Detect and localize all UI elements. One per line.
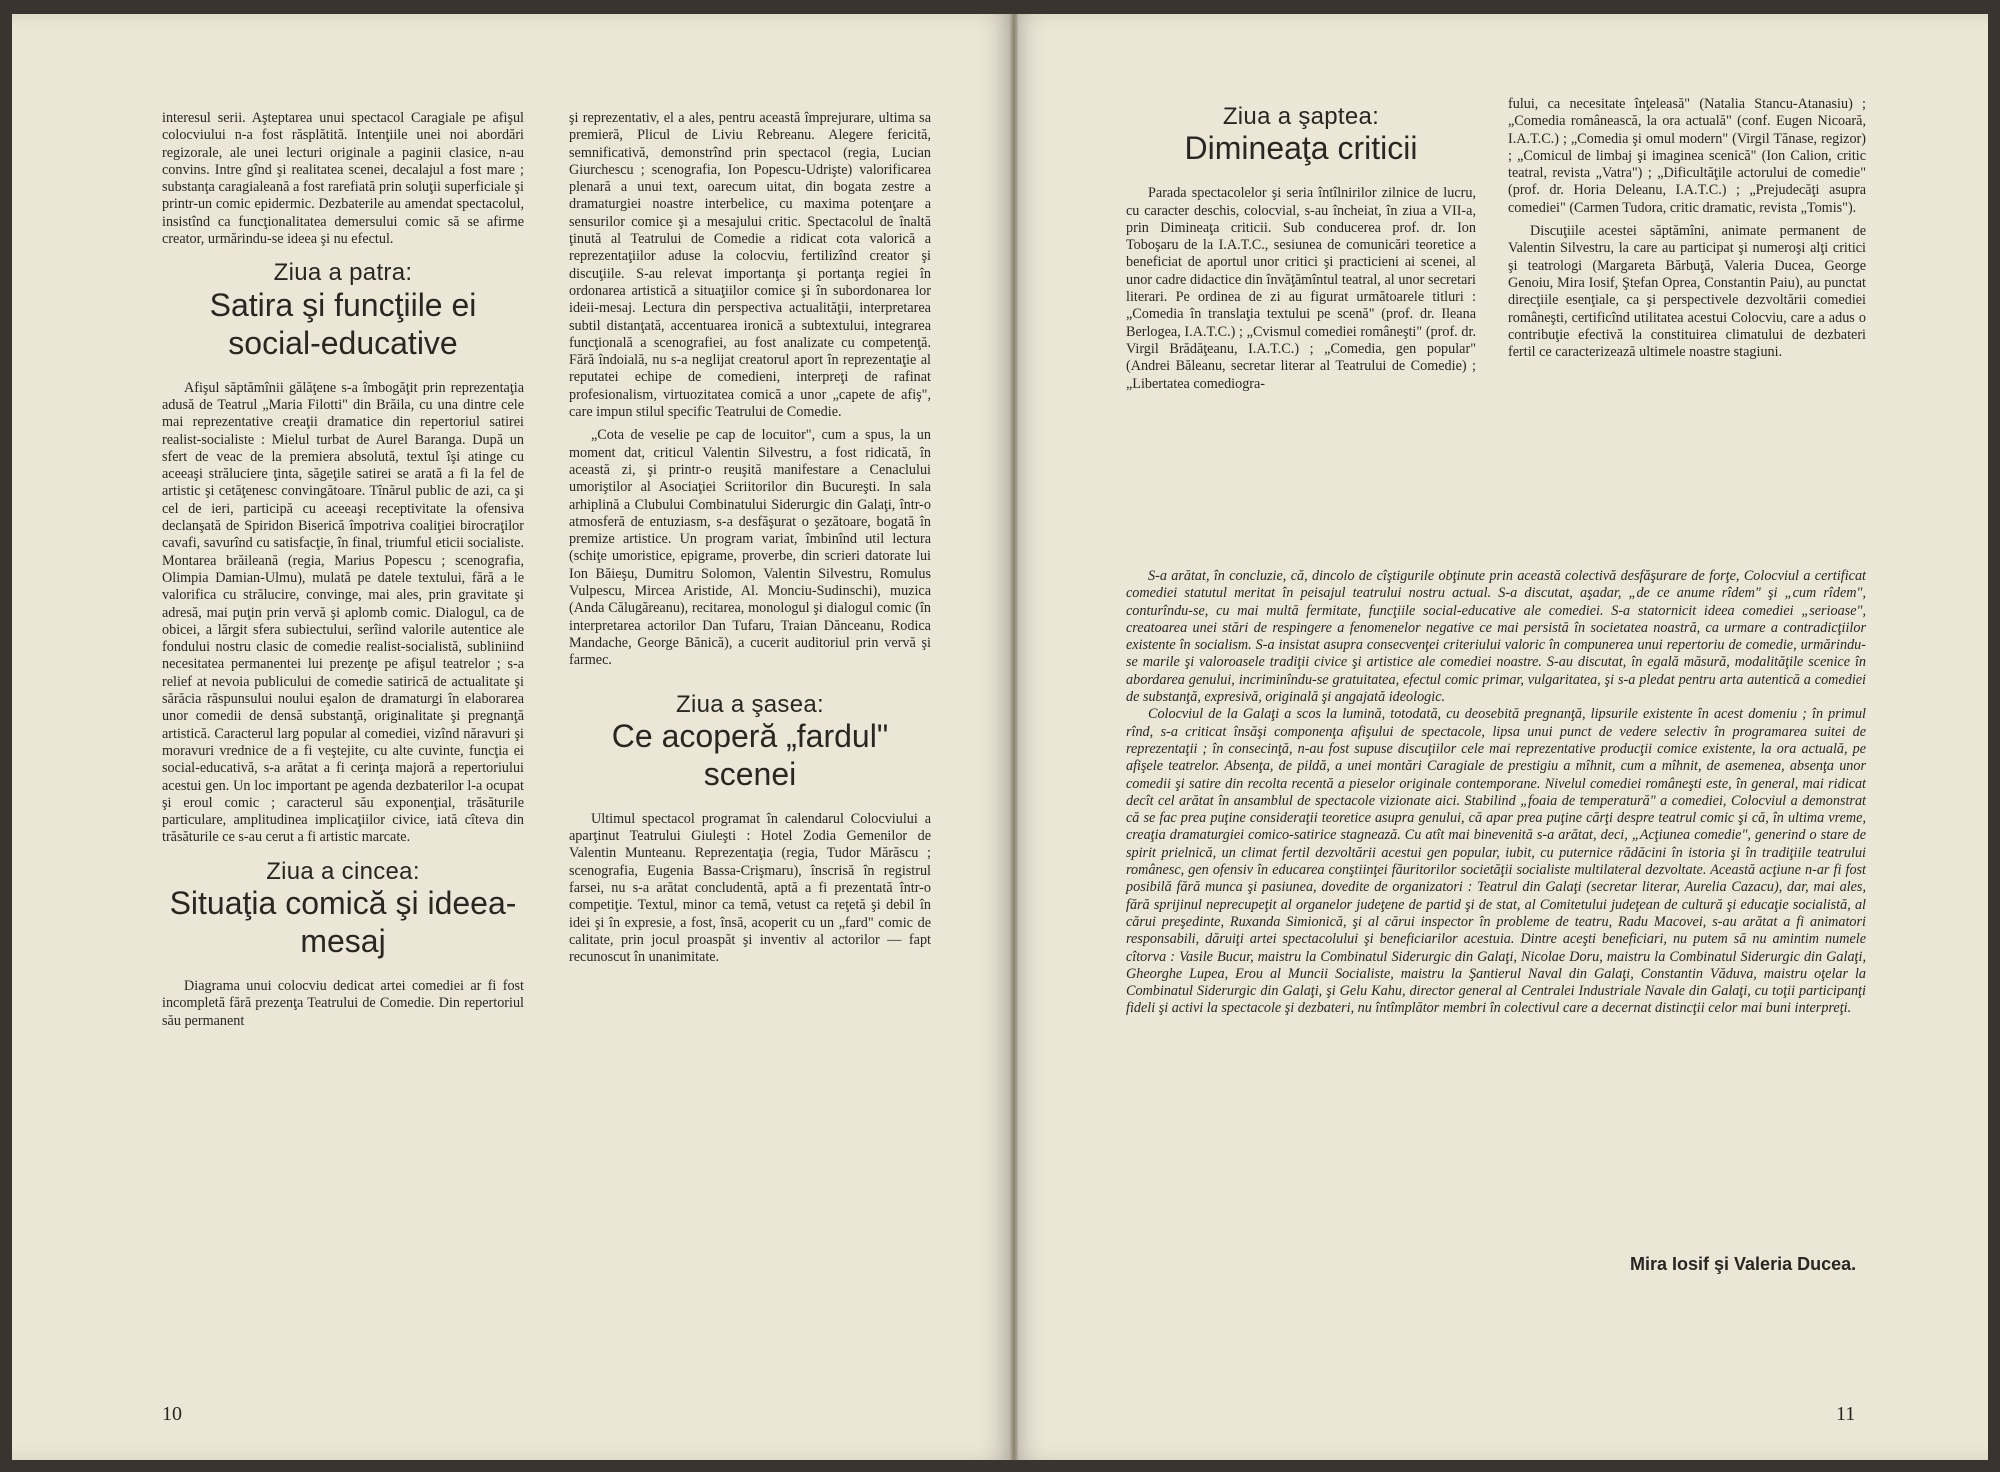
day5-paragraph: Diagrama unui colocviu dedicat artei comediei ar fi fost incompletă fără prezenţa Teatrului de Comedie. Din repertoriul său permanent xyxy=(162,977,524,1029)
magazine-spread xyxy=(12,14,1988,1460)
discussions-paragraph: Discuţiile acestei săptămîni, animate permanent de Valentin Silvestru, la care au participat şi numeroşi alţi critici şi teatrologi (Margareta Bărbuţă, Valeria Ducea, George Genoiu, Mira Iosif, Ştefan Oprea, Constantin Paiu), au punctat direcţiile esenţiale, ca şi perspectivele dezvoltării comediei româneşti, certificînd utilitatea acestui Colocviu, care a adus o contribuţie efectivă la constituirea climatului de dezbateri fertil ce caracterizează ultimele noastre stagiuni. xyxy=(1508,223,1866,361)
day5-heading: Ziua a cincea: xyxy=(266,857,420,885)
left-column-2 xyxy=(569,110,931,966)
day4-heading: Ziua a patra: xyxy=(273,259,413,287)
conclusion-paragraph-1: S-a arătat, în concluzie, că, dincolo de cîştigurile obţinute prin această colectivă desfăşurare de forţe, Colocviul a certificat comediei statutul meritat în peisajul teatrului nostru actual. S-a discutat, aşadar, „de ce anume rîdem" şi „cum rîdem", conturîndu-se, cu mai multă fermitate, funcţiile social-educative ale comediei. S-a statornicit ideea comediei „serioase", creatoarea unei stări de respingere a fenomenelor negative ce mai persistă în societatea noastră, ca urmare a contradicţiilor existente în socialism. S-a insistat asupra consecvenţei criteriului valoric în compunerea unui repertoriu de comedie, urmărindu-se marile şi valoroasele tradiţii civice şi artistice ale comediei noastre. S-au discutat, în egală măsură, modalităţile scenice în abordarea genului, incriminîndu-se gratuitatea, efectul comic primar, vulgaritatea, şi s-a pledat pentru arta autentică a comediei de substanţă, expresivă, originală şi angajată ideologic. xyxy=(1126,568,1866,706)
day6-paragraph: Ultimul spectacol programat în calendarul Colocviului a aparţinut Teatrului Giuleşti : Hotel Zodia Gemenilor de Valentin Munteanu. Reprezentaţia (regia, Tudor Mărăscu ; scenografia, Eugenia Bassa-Crişmaru), înscrisă în registrul farsei, nu s-a arătat concludentă, aptă a fi prezentată într-o competiţie. Textul, minor ca temă, vetust ca reţetă şi debil în idei şi în expresie, a fost, însă, acoperit cu un „fard" comic de calitate, prin jocul proaspăt şi inventiv al actorilor — fapt recunoscut în unanimitate. xyxy=(569,810,931,966)
right-column-1 xyxy=(1126,96,1476,393)
book-gutter xyxy=(1010,14,1018,1460)
day5-title: Situaţia comică şi ideea-mesaj xyxy=(169,884,517,959)
day7-title: Dimineaţa criticii xyxy=(1184,130,1418,167)
day6-title: Ce acoperă „fardul" scenei xyxy=(611,717,889,792)
critics-paragraph: Parada spectacolelor şi seria întîlnirilor zilnice de lucru, cu caracter deschis, colocvial, s-au încheiat, în ziua a VII-a, prin Dimineaţa criticii. Sub conducerea prof. dr. Ion Toboşaru de la I.A.T.C., sesiunea de comunicări teoretice a beneficiat de aportul unor critici şi practicieni ai scenei, al unor cadre didactice din învăţămîntul teatral, al unor secretari literari. Pe ordinea de zi au figurat următoarele titluri : „Comedia în translaţia textului pe scenă" (prof. dr. Ileana Berlogea, I.A.T.C.) ; „Cvismul comediei româneşti" (prof. dr. Virgil Brădăţeanu, I.A.T.C.) ; „Comedia, gen popular" (Andrei Băleanu, secretar literar al Teatrului de Comedie) ; „Libertatea comediogra- xyxy=(1126,185,1476,392)
page-number-left: 10 xyxy=(162,1403,182,1425)
right-column-2 xyxy=(1508,96,1866,361)
right-page xyxy=(1012,14,1988,1460)
conclusion-paragraph-2: Colocviul de la Galaţi a scos la lumină, totodată, cu deosebită pregnanţă, lipsurile existente în acest domeniu ; în primul rînd, s-a criticat însăşi componenţa afişului de spectacole, lipsa unui punct de vedere selectiv în programarea suitei de reprezentaţii ; în consecinţă, n-au fost supuse discuţiilor cele mai reprezentative producţii comice existente, la ora actuală, pe afişele teatrelor. Absenţa, de pildă, a unei montări Caragiale de prestigiu a mîhnit, cum a mîhnit, de asemenea, absenţa unor comedii şi satire din recolta recentă a pieselor originale contemporane. Nivelul comediei româneşti este, în general, mai ridicat decît cel arătat în ansamblul de spectacole vizionate aici. Stabilind „foaia de temperatură" a comediei, Colocviul a demonstrat că se fac prea puţine consideraţii teoretice asupra genului, că apar prea puţine cărţi despre teatrul comic şi că, în ultima vreme, creaţia dramaturgiei comico-satirice stagnează. Cu atît mai binevenită s-a arătat, deci, „Acţiunea comedie", generind o stare de spirit prielnică, un climat fertil dezvoltării acestui gen popular, iubit, cu puternice rădăcini în istoria şi în tradiţiile teatrului românesc, gen ofensiv în educarea conştiinţei făuritorilor societăţii socialiste multilateral dezvoltate. Această acţiune n-ar fi fost posibilă fără munca şi pasiunea, dovedite de organizatori : Teatrul din Galaţi (secretar literar, Aurelia Cazacu), dar, mai ales, fără sprijinul neprecupeţit al organelor judeţene de partid şi de stat, al Comitetului judeţean de cultură şi educaţie socialistă, al cărui preşedinte, Ruxanda Simionică, şi al cărui inspector în probleme de teatru, Radu Macovei, s-au arătat a fi animatori responsabili, dăruiţi artei spectacolului şi beneficiarilor acestuia. Dintre aceşti beneficiari, nu putem să nu amintim numele cîtorva : Vasile Bucur, maistru la Combinatul Siderurgic din Galaţi, Nicolae Doru, maistru la Combinatul Siderurgic din Galaţi, Gheorghe Lupea, Erou al Muncii Socialiste, maistru la Şantierul Naval din Galaţi, Constantin Văduva, maistru oţelar la Combinatul Siderurgic din Galaţi, şi Gelu Kahu, director general al Centralei Industriale Navale din Galaţi, cu toţii participanţi fideli şi activi la spectacole şi dezbateri, nu întîmplător membri în colectivul care a decernat distincţii celor mai buni interpreţi. xyxy=(1126,706,1866,1017)
author-signature: Mira Iosif şi Valeria Ducea. xyxy=(1630,1254,1857,1274)
day4-paragraph: Afişul săptămînii gălăţene s-a îmbogăţit prin reprezentaţia adusă de Teatrul „Maria Filotti" din Brăila, cu una dintre cele mai reprezentative creaţii dramatice din repertoriul satirei realist-socialiste : Mielul turbat de Aurel Baranga. După un sfert de veac de la premiera absolută, textul îşi atinge cu aceeaşi străluciere ţinta, săgeţile satirei se arată a fi la fel de artistic şi cetăţenesc convingătoare. Tînărul public de azi, ca şi cel de ieri, participă cu aceeaşi receptivitate la ofensiva declanşată de Spiridon Biserică împotriva coaliţiei birocraţilor cavafi, savurînd cu satisfacţie, în final, triumful eticii socialiste. Montarea brăileană (regia, Marius Popescu ; scenografia, Olimpia Damian-Ulmu), mulată pe datele textului, fără a le valorifica cu strălucire, convinge, mai ales, prin gravitate şi adresă, mai puţin prin vervă şi aplomb comic. Dialogul, ca de obicei, a lărgit sfera subiectului, serîind valorile autentice ale fondului nostru clasic de comedie realist-socialistă, subliniind necesitatea permanentei lui prezenţe pe afişul teatrelor ; s-a relief at nevoia publicului de comedie satirică de actualitate şi sărăcia răspunsului noului eşalon de dramaturgi în elaborarea unor comedii de densă substanţă, originalitate şi pregnanţă artistică. Caracterul larg popular al comediei, vizînd năravuri şi moravuri vrednice de a fi veştejite, cu alte cuvinte, funcţia ei social-educativă, s-a arătat a fi cerinţa majoră a repertoriului acestui gen. Un loc important pe agenda dezbaterilor l-a ocupat şi eroul comic ; caracterul său exponenţial, trăsăturile particulare, amplitudinea implicaţiilor civice, iată cîteva din trăsăturile ce s-au cerut a fi artistic marcate. xyxy=(162,379,524,846)
titles-paragraph: fului, ca necesitate înţeleasă" (Natalia Stancu-Atanasiu) ; „Comedia românească, la ora actuală" (conf. Eugen Nicoară, I.A.T.C.) ; „Comedia şi omul modern" (Virgil Tănase, regizor) ; „Comicul de limbaj şi imaginea scenică" (Ion Calion, critic teatral, revista „Vatra") ; „Dificultăţile actorului de comedie" (prof. dr. Horia Deleanu, I.A.T.C.) ; „Prejudecăţi asupra comediei" (Carmen Tudora, critic dramatic, revista „Tomis"). xyxy=(1508,96,1866,216)
plicul-paragraph: şi reprezentativ, el a ales, pentru această împrejurare, ultima sa premieră, Plicul de Liviu Rebreanu. Alegere fericită, semnificativă, demonstrînd prin spectacol (regia, Lucian Giurchescu ; scenografia, Ion Popescu-Udrişte) valorificarea plenară a unui text, oarecum uitat, din bogata zestre a dramaturgiei noastre interbelice, cu maxima potenţare a sensurilor comice şi a mesajului critic. Spectacolul de înaltă ţinută al Teatrului de Comedie a ridicat cota valorică a reprezentaţiilor aduse la colocviu, fertilizînd creator şi discuţiile. S-au relevat importanţa şi portanţa regiei în ordonarea artistică a situaţiilor comice şi în subordonarea lor ideii-mesaj. Lectura din perspectiva actualităţii, interpretarea subtil distanţată, accentuarea ironică a subtextului, integrarea funcţională a scenografiei, au fost analizate cu competenţă. Fără îndoială, nu s-a neglijat creatorul aport în reprezentaţie al reputatei echipe de comedieni, interpreţi de rafinat profesionalism, virtuozitatea comică a unor „capete de afiş", care impun stilul specific Teatrului de Comedie. xyxy=(569,110,931,421)
intro-paragraph: interesul serii. Aşteptarea unui spectacol Caragiale pe afişul colocviului n-a fost răsplătită. Intenţiile unei noi abordări regizorale, ale unei lecturi originale a paginii clasice, n-au convins. Intre gînd şi realitatea scenei, decalajul a fost mare ; substanţa caragialeană a fost rarefiată prin soluţii superficiale şi printr-un comic epidermic. Dezbaterile au amendat spectacolul, insistînd ca funcţionalitatea demersului comic să se afirme creator, urmărindu-se ideea şi nu efectul. xyxy=(162,110,524,248)
day4-title: Satira şi funcţiile ei social-educative xyxy=(209,286,477,361)
cenaclu-paragraph: „Cota de veselie pe cap de locuitor", cum a spus, la un moment dat, criticul Valentin Silvestru, a fost ridicată, în această zi, şi printr-o reuşită manifestare a Cenaclului umoriştilor al Asociaţiei Scriitorilor din Bucureşti. In sala arhiplină a Clubului Combinatului Siderurgic din Galaţi, într-o atmosferă de entuziasm, s-a desfăşurat o şezătoare, bogată în premize artistice. Un program variat, îmbinînd util lectura (schiţe umoristice, epigrame, proverbe, din scrieri datorate lui Ion Băieşu, Dumitru Solomon, Valentin Silvestru, Romulus Vulpescu, Mircea Aristide, Al. Monciu-Sudinschi), muzica (Anda Călugăreanu), recitarea, monologul şi dialogul comic (în interpretarea actorilor Dan Tufaru, Traian Dănceanu, Rodica Mandache, George Bănică), a cucerit auditoriul prin vervă şi farmec. xyxy=(569,427,931,669)
left-page xyxy=(12,14,1012,1460)
page-number-right: 11 xyxy=(1836,1403,1856,1425)
conclusion-block xyxy=(1126,568,1866,1018)
left-column-1 xyxy=(162,110,524,1030)
day6-heading: Ziua a şasea: xyxy=(676,690,824,718)
day7-heading: Ziua a şaptea: xyxy=(1222,103,1380,130)
